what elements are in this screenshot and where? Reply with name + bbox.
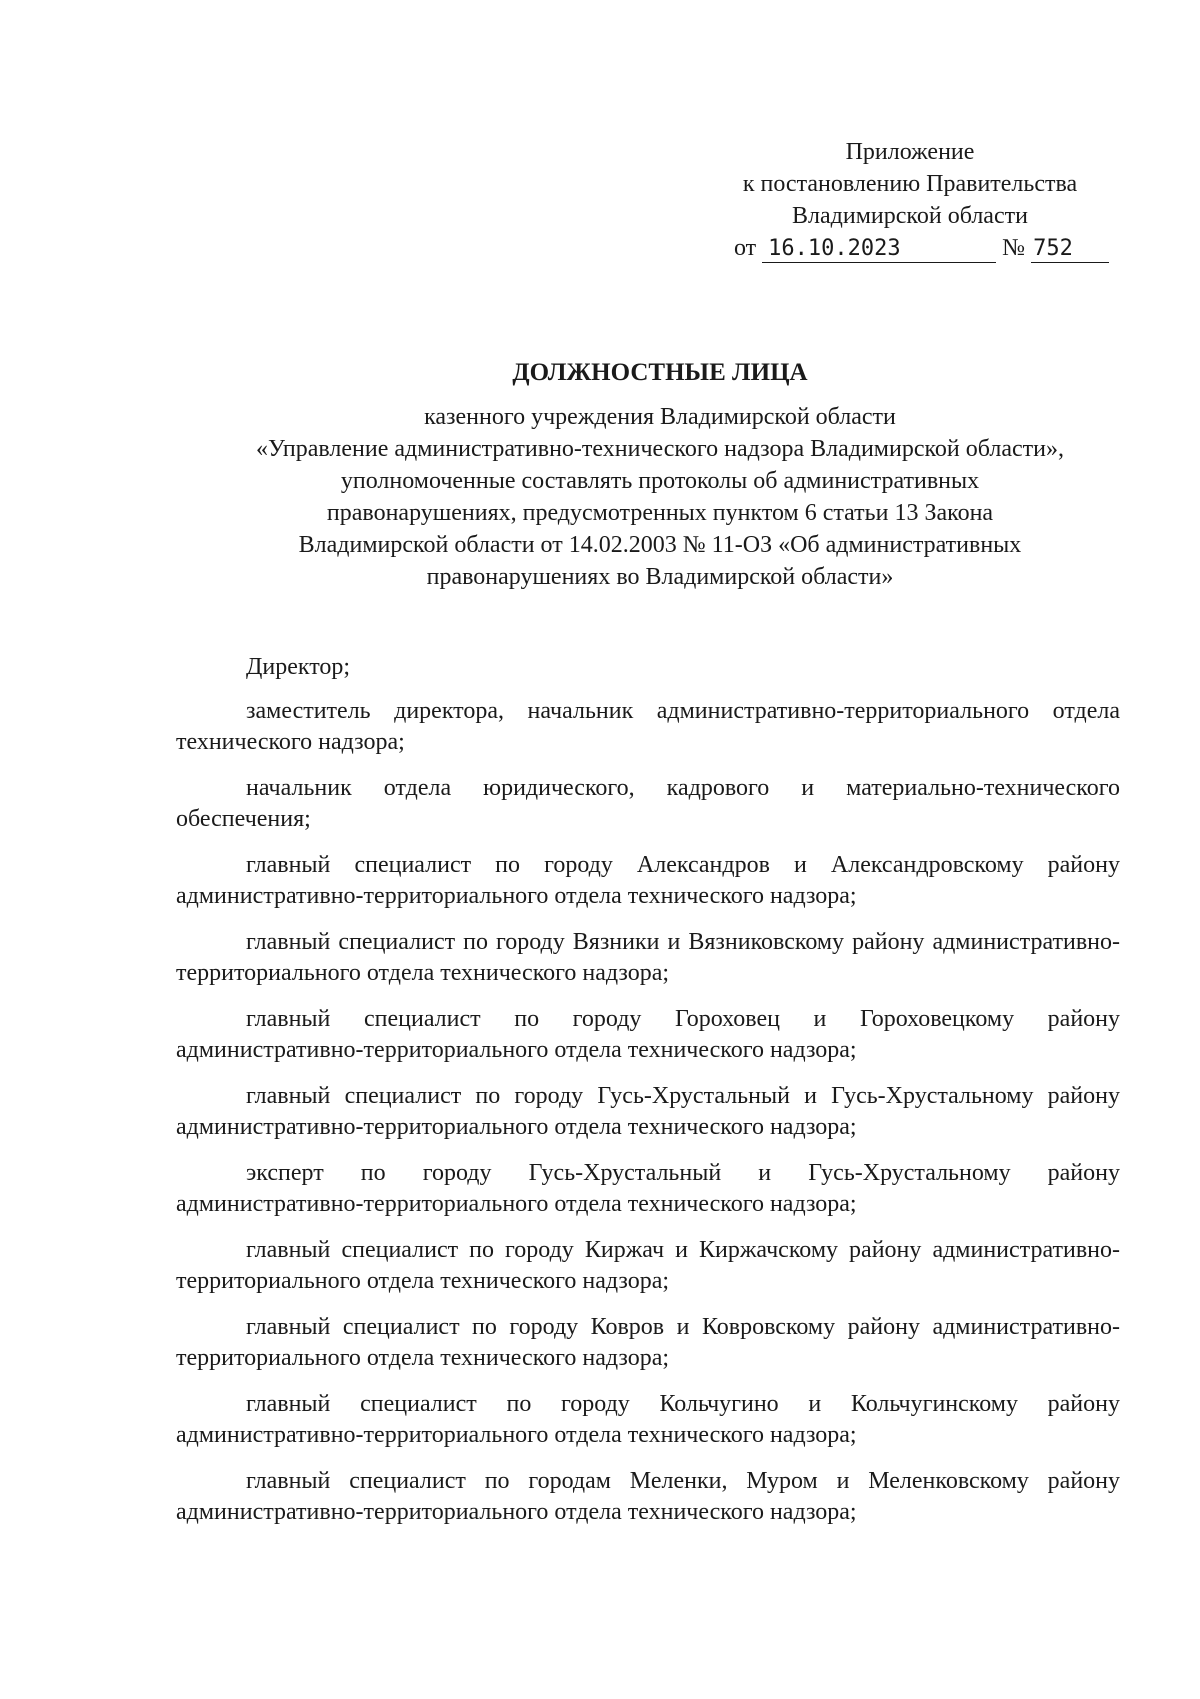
position-item: главный специалист по городу Гороховец и Гороховецкому району административно-территориального отдела технического надзора; [176,1006,1120,1063]
resolution-number: 752 [1031,236,1109,263]
number-prefix: № [1002,235,1026,261]
resolution-date: 16.10.2023 [762,236,996,263]
position-item: главный специалист по городу Кольчугино и Кольчугинскому району административно-территориального отдела технического надзора; [176,1391,1120,1448]
subtitle-line: Владимирской области от 14.02.2003 № 11-ОЗ «Об административных [298,532,1022,558]
appendix-date-line [700,232,1120,264]
position-item: главный специалист по городу Киржач и Киржачскому району административно-территориального отдела технического надзора; [176,1237,1120,1294]
appendix-region: Владимирской области [792,203,1028,229]
date-prefix: от [734,235,757,261]
position-item: начальник отдела юридического, кадрового и материально-технического обеспечения; [176,775,1120,832]
appendix-label: Приложение [845,139,975,165]
subtitle-line: правонарушениях во Владимирской области» [426,564,894,590]
position-item: главный специалист по городу Вязники и Вязниковскому району административно-территориального отдела технического надзора; [176,929,1120,986]
position-item: главный специалист по городу Ковров и Ковровскому району административно-территориального отдела технического надзора; [176,1314,1120,1371]
position-item: главный специалист по городам Меленки, Муром и Меленковскому району административно-территориального отдела технического надзора; [176,1468,1120,1525]
position-item: главный специалист по городу Александров и Александровскому району административно-территориального отдела технического надзора; [176,852,1120,909]
document-title: ДОЛЖНОСТНЫЕ ЛИЦА [512,359,808,386]
appendix-resolution: к постановлению Правительства [742,171,1078,197]
appendix-header [700,136,1120,264]
position-item: Директор; [246,654,351,680]
position-item: главный специалист по городу Гусь-Хрустальный и Гусь-Хрустальному району административно-территориального отдела технического надзора; [176,1083,1120,1140]
document-subtitle [150,401,1170,593]
subtitle-line: «Управление административно-технического надзора Владимирской области», [256,436,1064,462]
subtitle-line: правонарушениях, предусмотренных пунктом 6 статьи 13 Закона [326,500,994,526]
subtitle-line: казенного учреждения Владимирской области [424,404,896,430]
positions-list [176,652,1120,1543]
position-item: заместитель директора, начальник административно-территориального отдела технического надзора; [176,698,1120,755]
subtitle-line: уполномоченные составлять протоколы об административных [340,468,980,494]
position-item: эксперт по городу Гусь-Хрустальный и Гусь-Хрустальному району административно-территориального отдела технического надзора; [176,1160,1120,1217]
